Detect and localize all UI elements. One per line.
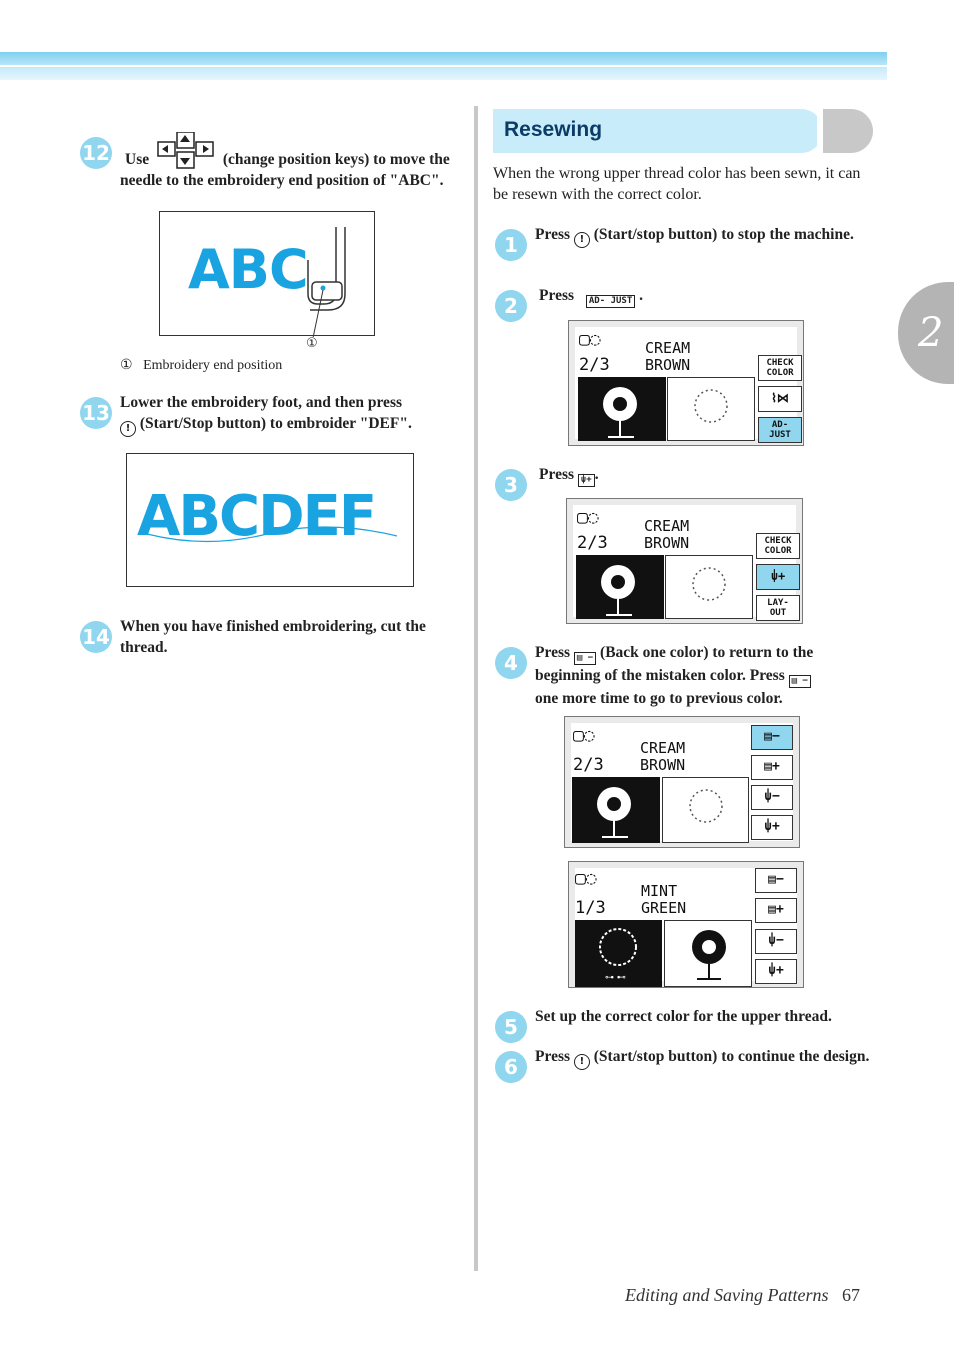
thread-color-name: MINT GREEN [641,882,687,917]
step-number-5: 5 [495,1011,527,1043]
current-color-preview [578,377,666,441]
abcdef-embroidery-text: ABCDEF [137,484,376,549]
step-number-4: 4 [495,647,527,679]
step-4-text: Press ▤ − (Back one color) to return to the beginning of the mistaken color. Press ▤ − one more time to go to previous color. [535,644,814,707]
back-one-color-key[interactable]: ▤− [755,868,797,893]
back-one-color-key-icon: ▤ − [574,652,596,665]
step-5-text: Set up the correct color for the upper thread. [535,1008,832,1025]
section-header [493,109,873,153]
next-color-preview [665,555,753,619]
step-number-2: 2 [495,290,527,322]
color-count: 2/3 [579,355,610,375]
presser-foot-icon: ▢◌ [573,725,595,746]
start-stop-button-icon: ! [120,421,136,437]
step-number-1: 1 [495,229,527,261]
intro-text: When the wrong upper thread color has been sewn, it can be resewn with the correct color. [493,165,861,203]
thread-color-name: CREAM BROWN [644,517,690,552]
figure-abcdef [126,453,414,587]
step-number-3: 3 [495,469,527,501]
presser-foot-icon: ▢◌ [577,507,599,528]
abc-embroidery-text: ABC [188,238,308,301]
back-one-color-key[interactable]: ▤− [751,725,793,750]
layout-key[interactable]: LAY- OUT [756,595,800,621]
step-number-12: 12 [80,137,112,169]
step-2-text: Press AD- JUST . [539,287,643,306]
step-1-text: Press ! (Start/stop button) to stop the machine. [535,224,870,248]
step-number-6: 6 [495,1051,527,1083]
step-14-text: When you have finished embroidering, cut the thread. [120,618,426,656]
section-title: Resewing [504,118,603,141]
lcd-screen-2 [566,498,803,624]
color-count: 2/3 [577,533,608,553]
forward-one-color-key[interactable]: ▤+ [755,898,797,923]
change-position-keys-icon [157,132,215,166]
needle-forward-key-icon[interactable]: ⍦+ [756,564,800,590]
figure-caption: ① Embroidery end position [120,358,283,373]
needle-foot-icon [160,212,376,337]
adjust-key[interactable]: AD- JUST [758,417,802,443]
color-count: 2/3 [573,755,604,775]
presser-foot-icon: ▢◌ [579,329,601,350]
current-color-preview [576,555,664,619]
adjust-key-icon: AD- JUST [586,295,635,308]
needle-forward-key[interactable]: ⍦+ [755,959,797,984]
color-count: 1/3 [575,898,606,918]
step-number-13: 13 [80,397,112,429]
next-color-preview [667,377,755,441]
start-stop-button-icon: ! [574,232,590,248]
presser-foot-icon: ▢◌ [575,868,597,889]
lcd-screen-4 [568,861,804,988]
step-6-text: Press ! (Start/stop button) to continue the design. [535,1046,875,1070]
forward-one-color-key[interactable]: ▤+ [751,755,793,780]
thread-color-name: CREAM BROWN [645,339,691,374]
lcd-screen-3 [564,716,800,848]
header-bar [0,52,887,80]
column-divider [474,106,478,1271]
thread-color-name: CREAM BROWN [640,739,686,774]
step-13-text: Lower the embroidery foot, and then press ! (Start/Stop button) to embroider "DEF". [120,392,465,437]
chapter-tab: 2 [898,282,954,384]
step-3-text: Press ⍦+ . [539,466,599,485]
callout-number: ① [306,336,318,351]
needle-back-key[interactable]: ⍦− [751,785,793,810]
svg-text:⊶ ⊷: ⊶ ⊷ [605,973,626,983]
current-color-preview [575,920,662,987]
stitch-key-icon[interactable]: ⌇⋈ [758,386,802,412]
lcd-screen-1 [568,320,804,446]
step-number-14: 14 [80,621,112,653]
current-color-preview [572,777,660,843]
needle-back-key[interactable]: ⍦− [755,929,797,954]
back-one-color-key-icon: ▤ − [789,675,811,688]
check-color-key[interactable]: CHECK COLOR [758,355,802,381]
jump-stitch-icon [127,454,415,588]
page-footer: Editing and Saving Patterns 67 [625,1285,860,1305]
needle-forward-key-icon: ⍦+ [578,474,595,487]
start-stop-button-icon: ! [574,1054,590,1070]
needle-forward-key[interactable]: ⍦+ [751,815,793,840]
next-color-preview [664,920,752,987]
check-color-key[interactable]: CHECK COLOR [756,533,800,559]
figure-abc [159,211,375,336]
step-12-text: Use (change position keys) to move the needle to the embroidery end position of "ABC". [120,132,460,191]
next-color-preview [662,777,749,843]
